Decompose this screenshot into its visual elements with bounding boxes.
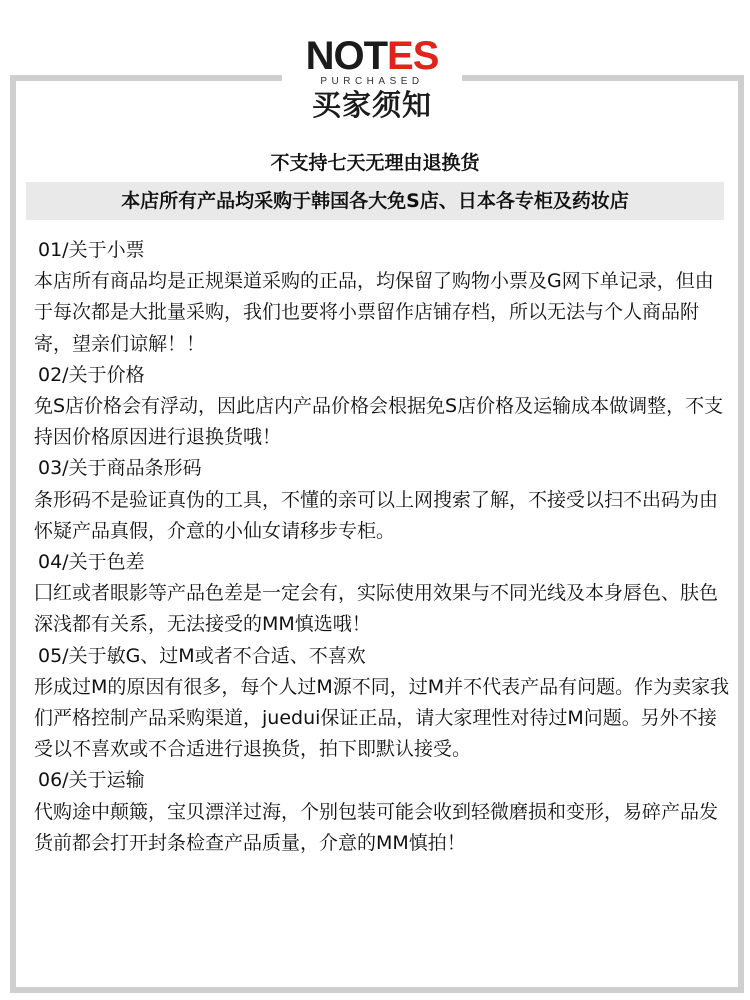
section-title: 03/关于商品条形码 [38, 457, 202, 480]
section-title: 04/关于色差 [38, 551, 145, 574]
section-body: 囗红或者眼影等产品色差是一定会有，实际使用效果与不同光线及本身唇色、肤色深浅都有关系，无法接受的MM慎选哦！ [34, 582, 719, 636]
section-shipping [34, 765, 730, 859]
section-price [34, 360, 730, 454]
logo-chinese-title: 买家须知 [311, 88, 432, 122]
section-body: 免S店价格会有浮动，因此店内产品价格会根据免S店价格及运输成本做调整，不支持因价格原因进行退换货哦！ [34, 395, 724, 449]
logo-subtitle: PURCHASED [320, 76, 424, 87]
section-body: 条形码不是验证真伪的工具，不懂的亲可以上网搜索了解，不接受以扫不出码为由怀疑产品真假，介意的小仙女请移步专柜。 [34, 488, 719, 542]
section-body: 本店所有商品均是正规渠道采购的正品，均保留了购物小票及G网下单记录，但由于每次都是大批量采购，我们也要将小票留作店铺存档，所以无法与个人商品附寄，望亲们谅解！！ [34, 270, 714, 355]
section-title: 05/关于敏G、过M或者不合适、不喜欢 [38, 644, 366, 667]
logo-wordmark [282, 36, 462, 76]
logo-word-main: NOT [305, 34, 388, 78]
section-barcode [34, 453, 730, 547]
section-body: 代购途中颠簸，宝贝漂洋过海，个别包装可能会收到轻微磨损和变形，易碎产品发货前都会打开封条检查产品质量，介意的MM慎拍！ [34, 800, 719, 854]
logo-word-accent: ES [387, 34, 439, 78]
notice-content [34, 235, 730, 859]
section-body: 形成过M的原因有很多，每个人过M源不同，过M并不代表产品有问题。作为卖家我们严格控制产品采购渠道，juedui保证正品，请大家理性对待过M问题。另外不接受以不喜欢或不合适进行退换货，拍下即默认接受。 [34, 675, 730, 761]
sourcing-banner: 本店所有产品均采购于韩国各大免S店、日本各专柜及药妆店 [26, 182, 724, 220]
notes-purchased-logo [282, 26, 462, 132]
section-allergy [34, 641, 730, 766]
section-receipt [34, 235, 730, 360]
section-title: 01/关于小票 [38, 239, 145, 261]
section-color-difference [34, 547, 730, 641]
section-title: 06/关于运输 [38, 769, 145, 792]
section-title: 02/关于价格 [38, 363, 145, 386]
page-headline: 不支持七天无理由退换货 [270, 152, 480, 174]
